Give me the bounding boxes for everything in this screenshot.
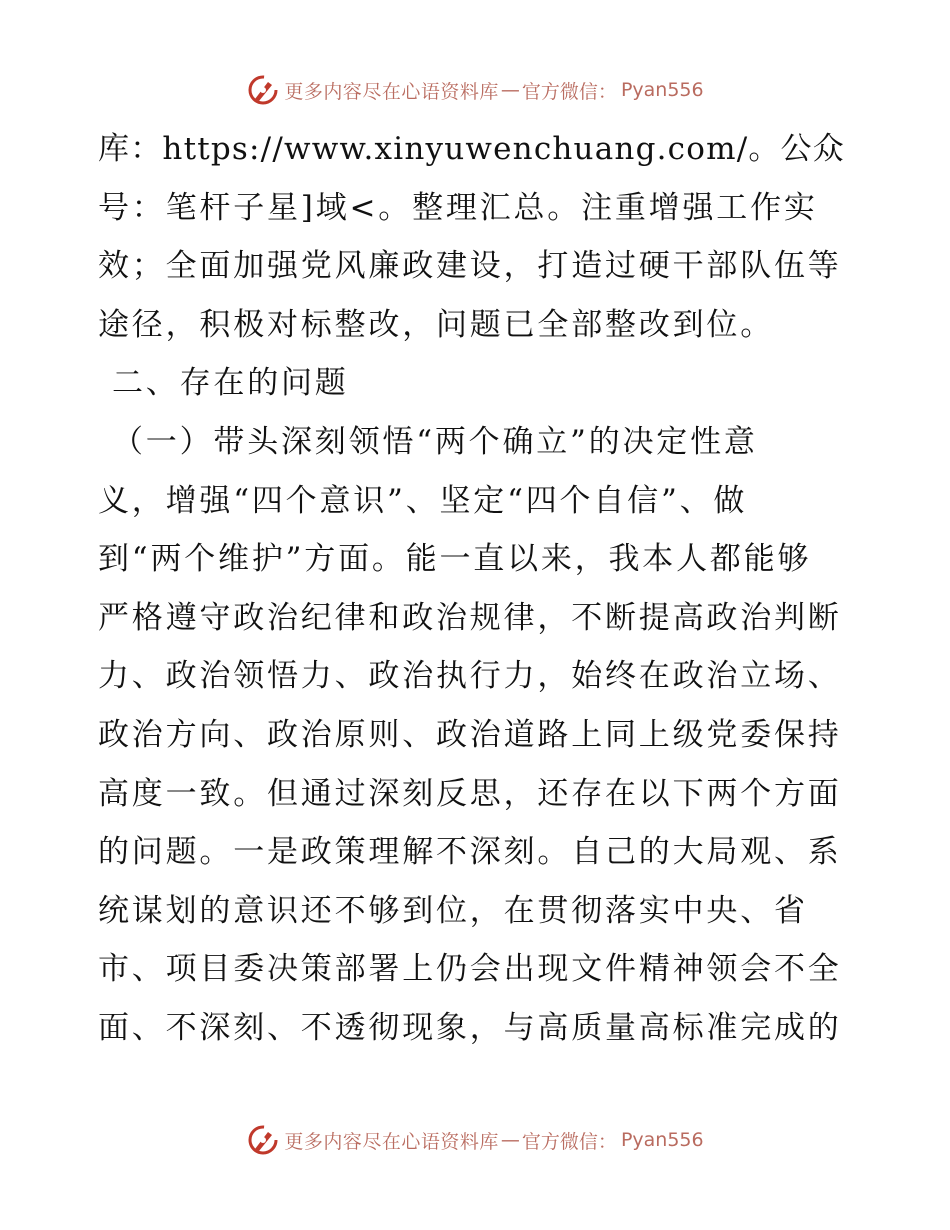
body-line: 到“两个维护”方面。能一直以来，我本人都能够 bbox=[98, 541, 812, 578]
banner-text: 更多内容尽在心语资料库 bbox=[284, 1130, 499, 1153]
banner-separator: — bbox=[500, 1129, 520, 1151]
body-line: 义，增强“四个意识”、坚定“四个自信”、做 bbox=[98, 482, 748, 519]
body-line: 市、项目委决策部署上仍会出现文件精神领会不全 bbox=[98, 951, 842, 988]
banner-separator: — bbox=[500, 79, 520, 101]
body-line: 面、不深刻、不透彻现象，与高质量高标准完成的 bbox=[98, 1009, 842, 1046]
body-line: 统谋划的意识还不够到位，在贯彻落实中央、省 bbox=[98, 892, 808, 929]
banner-text: 更多内容尽在心语资料库 bbox=[284, 80, 499, 103]
body-line: 力、政治领悟力、政治执行力，始终在政治立场、 bbox=[98, 658, 842, 695]
section-heading: 二、存在的问题 bbox=[112, 365, 349, 402]
body-line: 的问题。一是政策理解不深刻。自己的大局观、系 bbox=[98, 834, 842, 871]
banner-wechat-id: Pyan556 bbox=[620, 79, 704, 101]
body-line: 库：https://www.xinyuwenchuang.com/。公众 bbox=[98, 131, 845, 167]
body-line: 效；全面加强党风廉政建设，打造过硬干部队伍等 bbox=[98, 248, 842, 285]
body-line: 高度一致。但通过深刻反思，还存在以下两个方面 bbox=[98, 775, 842, 812]
body-line: 途径，积极对标整改，问题已全部整改到位。 bbox=[98, 306, 774, 343]
subsection-heading: （一）带头深刻领悟“两个确立”的决定性意 bbox=[112, 423, 758, 460]
footer-banner bbox=[0, 1120, 950, 1160]
banner-wechat-id: Pyan556 bbox=[620, 1129, 704, 1151]
body-line: 政治方向、政治原则、政治道路上同上级党委保持 bbox=[98, 716, 842, 753]
body-line: 严格遵守政治纪律和政治规律，不断提高政治判断 bbox=[98, 599, 842, 636]
body-line: 号：笔杆子星]域<。整理汇总。注重增强工作实 bbox=[98, 189, 818, 226]
document-body bbox=[98, 120, 858, 1058]
pen-logo-icon bbox=[246, 73, 280, 107]
banner-wechat-label: 官方微信： bbox=[521, 80, 617, 103]
header-banner bbox=[0, 70, 950, 110]
pen-logo-icon bbox=[246, 1123, 280, 1157]
banner-wechat-label: 官方微信： bbox=[521, 1130, 617, 1153]
